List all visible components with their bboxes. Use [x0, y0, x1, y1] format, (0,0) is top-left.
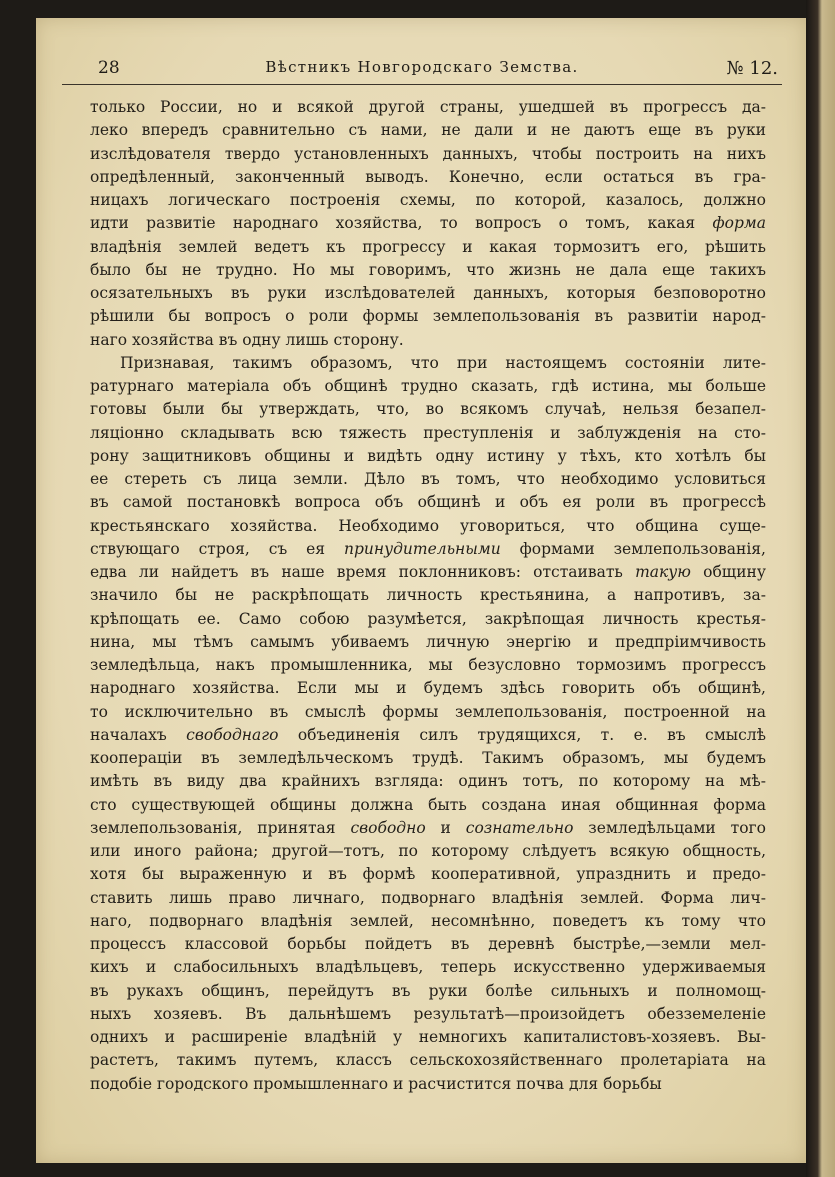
- text-line: ницахъ логическаго построенія схемы, по которой, казалось, должно: [90, 191, 766, 209]
- text-line: земледѣльца, накъ промышленника, мы безусловно тормозимъ прогрессъ: [90, 656, 766, 674]
- text-line: или иного района; другой—тотъ, по которому слѣдуетъ всякую общность,: [90, 842, 766, 860]
- emphasized-word: сознательно: [465, 818, 574, 837]
- text-line: хотя бы выраженную и въ формѣ кооперативной, упразднить и предо-: [90, 865, 766, 884]
- text-line: въ рукахъ общинъ, перейдутъ въ руки болѣе сильныхъ и полномощ-: [90, 981, 766, 1000]
- text-line: едва ли найдетъ въ наше время поклонниковъ: отстаивать такую общину: [90, 563, 766, 581]
- text-line: кихъ и слабосильныхъ владѣльцевъ, теперь искусственно удерживаемыя: [90, 958, 766, 977]
- emphasized-word: форма: [712, 214, 766, 233]
- text-line: нина, мы тѣмъ самымъ убиваемъ личную энергію и предпріимчивость: [90, 632, 766, 651]
- journal-title: Вѣстникъ Новгородскаго Земства.: [265, 58, 579, 76]
- text-line: ствующаго строя, съ ея принудительными формами землепользованія,: [90, 539, 766, 558]
- text-line: было бы не трудно. Но мы говоримъ, что жизнь не дала еще такихъ: [90, 260, 766, 279]
- emphasized-word: свободнаго: [186, 725, 279, 744]
- text-line: леко впередъ сравнительно съ нами, не дали и не даютъ еще въ руки: [90, 121, 766, 140]
- text-line: процессъ классовой борьбы пойдетъ въ деревнѣ быстрѣе,—земли мел-: [90, 935, 766, 953]
- emphasized-word: свободно: [350, 818, 426, 837]
- emphasized-word: такую: [635, 563, 691, 581]
- text-line: наго хозяйства въ одну лишь сторону.: [90, 330, 404, 349]
- text-line: только России, но и всякой другой страны, ушедшей въ прогрессъ да-: [90, 98, 766, 116]
- text-line: въ самой постановкѣ вопроса объ общинѣ и объ ея роли въ прогрессѣ: [90, 493, 766, 512]
- text-line: народнаго хозяйства. Если мы и будемъ здѣсь говорить объ общинѣ,: [90, 679, 766, 698]
- text-line: идти развитіе народнаго хозяйства, то вопросъ о томъ, какая форма: [90, 214, 766, 233]
- text-line: ратурнаго матеріала объ общинѣ трудно сказать, гдѣ истина, мы больше: [90, 377, 766, 395]
- text-line: то исключительно въ смыслѣ формы землепользованія, построенной на: [90, 702, 766, 721]
- text-line: Признавая, такимъ образомъ, что при настоящемъ состояніи лите-: [120, 353, 766, 372]
- text-line: подобіе городского промышленнаго и расчистится почва для борьбы: [90, 1074, 662, 1093]
- text-line: рону защитниковъ общины и видѣть одну истину у тѣхъ, кто хотѣлъ бы: [90, 446, 766, 465]
- text-line: значило бы не раскрѣпощать личность крестьянина, а напротивъ, за-: [90, 586, 766, 605]
- text-line: ныхъ хозяевъ. Въ дальнѣшемъ результатѣ—произойдетъ обезземеленіе: [90, 1004, 766, 1023]
- page-edge-shadow: [806, 0, 835, 1177]
- text-line: рѣшили бы вопросъ о роли формы землепользованія въ развитіи народ-: [90, 307, 766, 326]
- text-line: крѣпощать ее. Само собою разумѣется, закрѣпощая личность крестья-: [90, 609, 766, 628]
- running-header: [62, 58, 782, 85]
- text-line: сто существующей общины должна быть создана иная общинная форма: [90, 795, 766, 814]
- text-line: ставить лишь право личнаго, подворнаго владѣнія землей. Форма лич-: [90, 888, 766, 907]
- text-line: ее стереть съ лица земли. Дѣло въ томъ, что необходимо условиться: [90, 470, 766, 488]
- text-line: имѣть въ виду два крайнихъ взгляда: одинъ тотъ, по которому на мѣ-: [90, 772, 766, 791]
- text-line: одниxъ и расширеніе владѣній у немногихъ капиталистовъ-хозяевъ. Вы-: [90, 1028, 766, 1046]
- text-line: наго, подворнаго владѣнія землей, несомнѣнно, поведетъ къ тому что: [90, 911, 766, 930]
- text-line: осязательныхъ въ руки изслѣдователей данныхъ, которыя безповоротно: [90, 284, 766, 302]
- text-line: опредѣленный, законченный выводъ. Конечно, если остаться въ гра-: [90, 167, 766, 186]
- text-line: коопераціи въ земледѣльческомъ трудѣ. Такимъ образомъ, мы будемъ: [90, 749, 766, 767]
- emphasized-word: принудительными: [343, 539, 501, 558]
- text-line: изслѣдователя твердо установленныхъ данныхъ, чтобы построить на нихъ: [90, 144, 766, 163]
- text-line: растетъ, такимъ путемъ, классъ сельскохозяйственнаго пролетаріата на: [90, 1051, 766, 1070]
- text-line: готовы были бы утверждать, что, во всякомъ случаѣ, нельзя безапел-: [90, 400, 766, 419]
- text-line: крестьянскаго хозяйства. Необходимо уговориться, что община суще-: [90, 516, 766, 535]
- article-text: [90, 96, 766, 1096]
- text-line: владѣнія землей ведетъ къ прогрессу и какая тормозитъ его, рѣшить: [90, 237, 766, 256]
- text-line: землепользованія, принятая свободно и сознательно земледѣльцами того: [90, 818, 766, 837]
- page-number: 28: [98, 58, 120, 78]
- text-line: началахъ свободнаго объединенія силъ трудящихся, т. е. въ смыслѣ: [90, 725, 766, 744]
- text-line: ляціонно складывать всю тяжесть преступленія и заблужденія на сто-: [90, 423, 766, 442]
- issue-number: № 12.: [726, 58, 778, 79]
